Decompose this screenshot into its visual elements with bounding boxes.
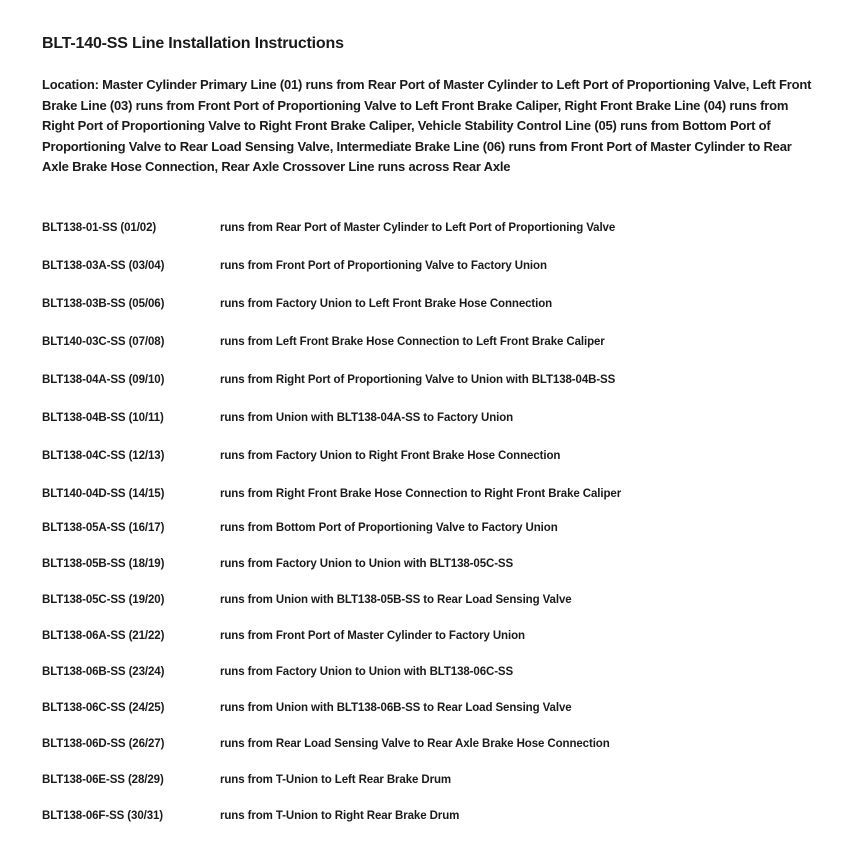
part-route-description: runs from Factory Union to Right Front Brake Hose Connection [220,449,561,462]
part-number: BLT138-04A-SS (09/10) [42,373,165,386]
part-number: BLT140-04D-SS (14/15) [42,487,165,500]
part-route-description: runs from T-Union to Left Rear Brake Drum [220,773,452,786]
part-number: BLT138-06A-SS (21/22) [42,629,165,642]
part-number: BLT138-06D-SS (26/27) [42,737,165,750]
part-route-description: runs from Rear Load Sensing Valve to Rear Axle Brake Hose Connection [220,737,610,750]
part-number: BLT138-05B-SS (18/19) [42,557,165,570]
part-line-row [42,808,812,825]
part-number: BLT138-06C-SS (24/25) [42,701,165,714]
part-line-row [42,296,812,313]
location-paragraph: Location: Master Cylinder Primary Line (01) runs from Rear Port of Master Cylinder to Left Port of Proportioning Valve, Left Front Brake Line (03) runs from Front Port of Proportioning Valve to Left Front Brake Caliper, Right Front Brake Line (04) runs from Right Port of Proportioning Valve to Right Front Brake Caliper, Vehicle Stability Control Line (05) runs from Bottom Port of Proportioning Valve to Rear Load Sensing Valve, Intermediate Brake Line (06) runs from Front Port of Master Cylinder to Rear Axle Brake Hose Connection, Rear Axle Crossover Line runs across Rear Axle [42,77,812,174]
part-line-row [42,486,812,503]
part-route-description: runs from Rear Port of Master Cylinder to Left Port of Proportioning Valve [220,221,616,234]
part-line-list [42,220,812,825]
part-number: BLT138-03B-SS (05/06) [42,297,165,310]
part-number: BLT138-06F-SS (30/31) [42,809,164,822]
part-line-row [42,520,812,537]
part-line-row [42,664,812,681]
part-line-row [42,628,812,645]
part-route-description: runs from Right Front Brake Hose Connection to Right Front Brake Caliper [220,487,622,500]
part-route-description: runs from Left Front Brake Hose Connection to Left Front Brake Caliper [220,335,605,348]
part-line-row [42,772,812,789]
part-line-row [42,556,812,573]
part-route-description: runs from Union with BLT138-05B-SS to Rear Load Sensing Valve [220,593,572,606]
part-line-row [42,372,812,389]
part-line-row [42,220,812,237]
part-line-row [42,592,812,609]
part-number: BLT138-01-SS (01/02) [42,221,157,234]
part-line-row [42,258,812,275]
part-line-row [42,410,812,427]
part-route-description: runs from Union with BLT138-06B-SS to Rear Load Sensing Valve [220,701,572,714]
part-line-row [42,736,812,753]
part-route-description: runs from Factory Union to Union with BLT138-06C-SS [220,665,514,678]
part-number: BLT138-04C-SS (12/13) [42,449,165,462]
part-route-description: runs from Factory Union to Union with BLT138-05C-SS [220,557,514,570]
part-line-row [42,700,812,717]
part-number: BLT138-04B-SS (10/11) [42,411,164,424]
part-route-description: runs from Right Port of Proportioning Valve to Union with BLT138-04B-SS [220,373,616,386]
part-line-row [42,334,812,351]
part-route-description: runs from Front Port of Proportioning Valve to Factory Union [220,259,547,272]
part-number: BLT138-03A-SS (03/04) [42,259,165,272]
part-number: BLT140-03C-SS (07/08) [42,335,165,348]
part-number: BLT138-05C-SS (19/20) [42,593,165,606]
part-route-description: runs from Union with BLT138-04A-SS to Factory Union [220,411,514,424]
part-route-description: runs from Factory Union to Left Front Brake Hose Connection [220,297,553,310]
part-number: BLT138-06B-SS (23/24) [42,665,165,678]
part-route-description: runs from T-Union to Right Rear Brake Drum [220,809,460,822]
part-line-row [42,448,812,465]
part-number: BLT138-05A-SS (16/17) [42,521,165,534]
part-route-description: runs from Front Port of Master Cylinder to Factory Union [220,629,525,642]
part-route-description: runs from Bottom Port of Proportioning Valve to Factory Union [220,521,558,534]
part-number: BLT138-06E-SS (28/29) [42,773,164,786]
document-title: BLT-140-SS Line Installation Instructions [42,35,344,52]
